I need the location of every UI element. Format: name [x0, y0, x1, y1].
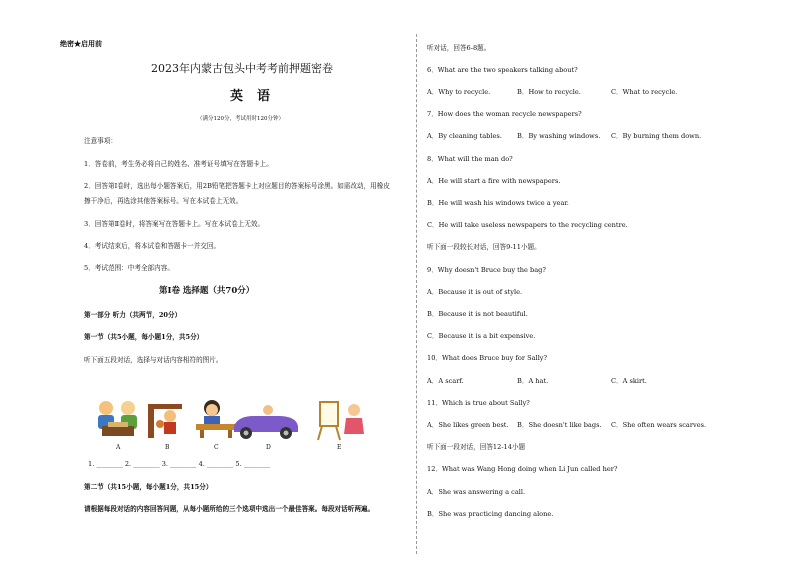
exam-title: 2023年内蒙古包头中考考前押题密卷 [151, 62, 333, 75]
option-10c: C．A skirt. [611, 377, 647, 385]
question-11: 11．Which is true about Sally? [427, 399, 530, 407]
column-divider [416, 34, 417, 554]
option-12a: A．She was answering a call. [427, 488, 526, 496]
option-6c: C．What to recycle. [611, 88, 678, 96]
option-9a: A．Because it is out of style. [427, 288, 523, 296]
note-item: 3．回答第Ⅱ卷时，将答案写在答题卡上。写在本试卷上无效。 [84, 220, 265, 228]
option-6b: B．How to recycle. [517, 88, 581, 96]
picture-caption: E [337, 444, 342, 451]
note-item: 4．考试结束后，将本试卷和答题卡一并交回。 [84, 242, 221, 250]
listening-intro: 听对话，回答6-8题。 [427, 44, 491, 52]
picture-caption: B [165, 444, 170, 451]
note-item: 5．考试范围：中考全部内容。 [84, 264, 174, 272]
option-11c: C．She often wears scarves. [611, 421, 707, 429]
option-12b: B．She was practicing dancing alone. [427, 510, 554, 518]
answer-blanks: 1. ________ 2. ________ 3. ________ 4. ________ 5. ________ [88, 460, 271, 468]
option-10b: B．A hat. [517, 377, 549, 385]
section-title: 第Ⅰ卷 选择题（共70分） [159, 286, 255, 296]
scene-e-painting-picture [312, 396, 372, 442]
option-8c: C．He will take useless newspapers to the recycling centre. [427, 221, 628, 229]
subject-title: 英语 [230, 89, 285, 104]
option-11b: B．She doesn't like bags. [517, 421, 602, 429]
option-11a: A．She likes green best. [427, 421, 509, 429]
question-8: 8．What will the man do? [427, 155, 513, 163]
picture-caption: A [116, 444, 121, 451]
secret-mark: 绝密★启用前 [60, 39, 102, 48]
node-title: 第一节（共5小题，每小题1分，共5分） [84, 333, 204, 341]
picture-caption: D [266, 444, 271, 451]
question-10: 10．What does Bruce buy for Sally? [427, 354, 548, 362]
option-7b: B．By washing windows. [517, 132, 601, 140]
node-title: 第二节（共15小题，每小题1分，共15分） [84, 483, 213, 491]
listening-intro: 听下面一段对话，回答12-14小题 [427, 443, 526, 451]
notes-heading: 注意事项： [84, 137, 117, 145]
option-9c: C．Because it is a bit expensive. [427, 332, 536, 340]
question-12: 12．What was Wang Hong doing when Li Jun called her? [427, 465, 618, 473]
scene-d-car-picture [230, 396, 302, 442]
part-title: 第一部分 听力（共两节，20分） [84, 311, 182, 319]
question-7: 7．How does the woman recycle newspapers? [427, 110, 582, 118]
question-6: 6．What are the two speakers talking about? [427, 66, 578, 74]
note-item: 擦干净后，再选涂其他答案标号。写在本试卷上无效。 [84, 197, 243, 205]
node-instruction: 请根据每段对话的内容回答问题，从每小题所给的三个选项中选出一个最佳答案。每段对话听两遍。 [84, 505, 375, 513]
listening-intro: 听下面一段较长对话，回答9-11小题。 [427, 243, 541, 251]
question-9: 9．Why doesn't Bruce buy the bag? [427, 266, 546, 274]
exam-meta: （满分120分，考试用时120分钟） [197, 116, 284, 122]
option-10a: A．A scarf. [427, 377, 464, 385]
scene-a-chess-picture [88, 396, 148, 442]
option-6a: A．Why to recycle. [427, 88, 491, 96]
option-8a: A．He will start a fire with newspapers. [427, 177, 561, 185]
option-7c: C．By burning them down. [611, 132, 702, 140]
note-item: 1．答卷前，考生务必将自己的姓名、准考证号填写在答题卡上。 [84, 160, 273, 168]
option-8b: B．He will wash his windows twice a year. [427, 199, 569, 207]
listening-instruction: 听下面五段对话，选择与对话内容相符的图片。 [84, 356, 223, 364]
option-9b: B．Because it is not beautiful. [427, 310, 528, 318]
option-7a: A．By cleaning tables. [427, 132, 502, 140]
note-item: 2．回答第Ⅰ卷时，选出每小题答案后，用2B铅笔把答题卡上对应题目的答案标号涂黑。如需改动，用橡皮 [84, 182, 390, 190]
picture-caption: C [214, 444, 219, 451]
